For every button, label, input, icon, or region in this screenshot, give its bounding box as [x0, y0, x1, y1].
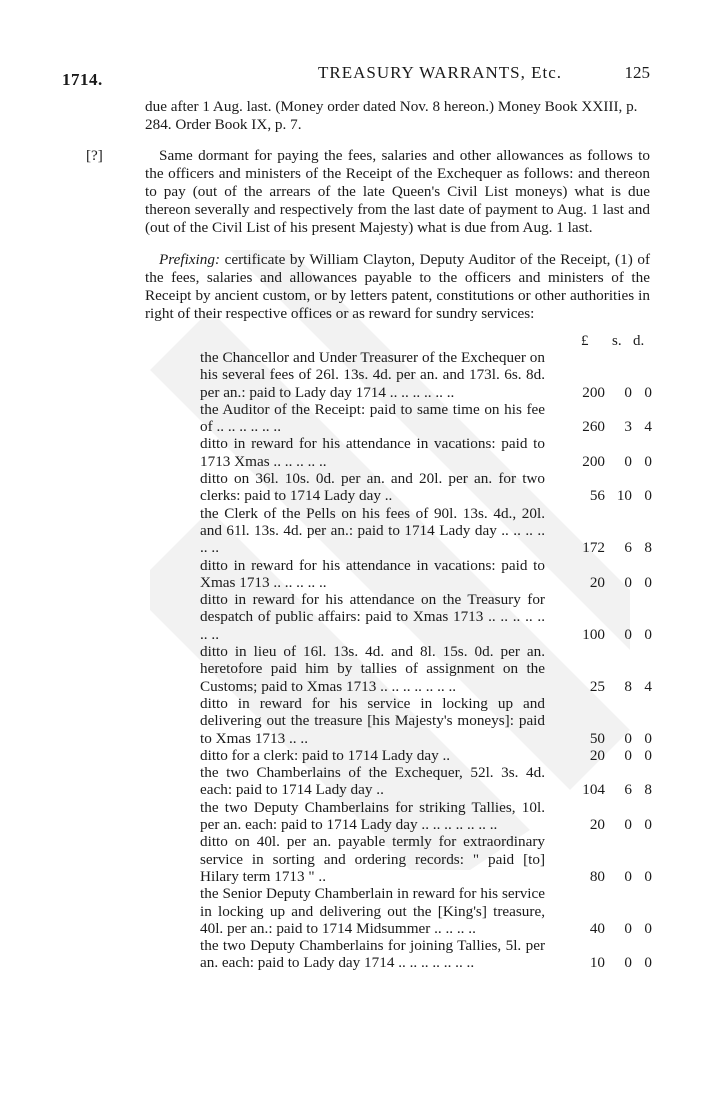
- shillings-header: s.: [612, 333, 622, 349]
- pence-value: 4: [644, 677, 652, 695]
- item-description: ditto on 36l. 10s. 0d. per an. and 20l. per an. for two clerks: paid to 1714 Lady day ..: [200, 470, 545, 505]
- margin-mark: [?]: [86, 147, 103, 164]
- item-amount: [545, 816, 660, 833]
- pence-value: 0: [644, 573, 652, 591]
- running-header: [140, 63, 650, 85]
- shillings-value: 0: [624, 452, 632, 470]
- item-amount: [545, 626, 660, 643]
- item-description: ditto for a clerk: paid to 1714 Lady day ..: [200, 746, 451, 764]
- pounds-value: 40: [589, 919, 605, 937]
- shillings-value: 0: [624, 729, 632, 747]
- pence-value: 4: [644, 418, 652, 436]
- shillings-value: 0: [624, 954, 632, 972]
- pence-header: d.: [633, 333, 645, 349]
- item-amount: [545, 730, 660, 747]
- list-item: [200, 591, 660, 643]
- pounds-value: 80: [589, 867, 605, 885]
- pounds-value: 20: [589, 816, 605, 834]
- pence-value: 0: [644, 954, 652, 972]
- shillings-value: 0: [624, 573, 632, 591]
- item-amount: [545, 539, 660, 556]
- list-item: [200, 747, 660, 764]
- shillings-value: 0: [624, 383, 632, 401]
- pounds-value: 100: [582, 625, 605, 643]
- pounds-value: 200: [582, 383, 605, 401]
- list-item: [200, 799, 660, 834]
- shillings-value: 8: [624, 677, 632, 695]
- item-amount: [545, 781, 660, 798]
- pounds-value: 172: [582, 539, 605, 557]
- item-amount: [545, 747, 660, 764]
- pounds-value: 10: [589, 954, 605, 972]
- item-description: ditto in reward for his attendance on the Treasury for despatch of public affairs: paid to Xmas 1713 .. .. .. .. .. .. ..: [200, 591, 545, 643]
- pence-value: 0: [644, 746, 652, 764]
- shillings-value: 10: [616, 487, 632, 505]
- prefixing-lead: Prefixing:: [159, 251, 221, 268]
- list-item: [200, 885, 660, 937]
- shillings-value: 0: [624, 919, 632, 937]
- list-item: [200, 695, 660, 747]
- item-amount: [545, 453, 660, 470]
- item-description: the two Deputy Chamberlains for striking Tallies, 10l. per an. each: paid to 1714 Lady day .. .. .. .. .. .. ..: [200, 798, 545, 834]
- list-item: [200, 505, 660, 557]
- pounds-header: £: [581, 333, 589, 349]
- running-title: TREASURY WARRANTS, Etc.: [317, 63, 563, 82]
- pence-value: 0: [644, 383, 652, 401]
- page-number: 125: [624, 63, 650, 82]
- pence-value: 0: [644, 919, 652, 937]
- pounds-value: 56: [589, 487, 605, 505]
- list-item: [200, 349, 660, 401]
- shillings-value: 3: [624, 418, 632, 436]
- pence-value: 0: [644, 487, 652, 505]
- item-description: the two Deputy Chamberlains for joining Tallies, 5l. per an. each: paid to Lady day 1714 .. .. .. .. .. .. ..: [200, 937, 545, 972]
- list-item: [200, 435, 660, 470]
- pounds-value: 104: [582, 781, 605, 799]
- pence-value: 8: [644, 539, 652, 557]
- list-item: [200, 470, 660, 505]
- item-amount: [545, 574, 660, 591]
- item-description: ditto on 40l. per an. payable termly for extraordinary service in sorting and ordering records: " paid [to] Hilary term 1713 " ..: [200, 833, 545, 885]
- item-description: the Chancellor and Under Treasurer of the Exchequer on his several fees of 26l. 13s. 4d. per an. and 173l. 6s. 8d. per an.: paid to Lady day 1714 .. .. .. .. .. ..: [200, 349, 545, 401]
- list-item: [200, 764, 660, 799]
- list-item: [200, 937, 660, 972]
- warrant-paragraph: Same dormant for paying the fees, salaries and other allowances as follows to the officers and ministers of the Receipt of the Exchequer as follows: and thereon to pay (out of the arrears of the late Queen's Civil List moneys) what is due thereon severally and respectively from the last date of payment to Aug. 1 last and (out of the Civil List of his present Majesty) what is due from Aug. 1 last.: [145, 147, 650, 236]
- shillings-value: 0: [624, 816, 632, 834]
- pence-value: 0: [644, 452, 652, 470]
- pounds-value: 25: [589, 677, 605, 695]
- pence-value: 0: [644, 625, 652, 643]
- shillings-value: 0: [624, 746, 632, 764]
- list-item: [200, 557, 660, 592]
- list-item: [200, 833, 660, 885]
- item-description: ditto in reward for his attendance in vacations: paid to Xmas 1713 .. .. .. .. ..: [200, 556, 545, 591]
- item-description: the Auditor of the Receipt: paid to same time on his fee of .. .. .. .. .. ..: [200, 400, 545, 436]
- year-label: 1714.: [62, 70, 103, 89]
- pence-value: 8: [644, 781, 652, 799]
- item-amount: [545, 678, 660, 695]
- shillings-value: 6: [624, 539, 632, 557]
- pounds-value: 260: [582, 418, 605, 436]
- item-description: the Senior Deputy Chamberlain in reward for his service in locking up and delivering out the [King's] treasure, 40l. per an.: paid to 1714 Midsummer .. .. .. ..: [200, 885, 545, 937]
- item-amount: [545, 487, 660, 504]
- item-amount: [545, 384, 660, 401]
- continuation-paragraph: [145, 98, 650, 134]
- item-description: the two Chamberlains of the Exchequer, 52l. 3s. 4d. each: paid to 1714 Lady day ..: [200, 764, 545, 799]
- shillings-value: 0: [624, 867, 632, 885]
- item-description: the Clerk of the Pells on his fees of 90l. 13s. 4d., 20l. and 61l. 13s. 4d. per an.: paid to 1714 Lady day .. .. .. .. .. ..: [200, 504, 545, 557]
- payment-list: [200, 349, 660, 972]
- pounds-value: 20: [589, 573, 605, 591]
- pounds-value: 20: [589, 746, 605, 764]
- item-description: ditto in lieu of 16l. 13s. 4d. and 8l. 15s. 0d. per an. heretofore paid him by tallies of assignment on the Customs; paid to Xmas 1713 .. .. .. .. .. .. ..: [200, 643, 545, 695]
- item-amount: [545, 920, 660, 937]
- pounds-value: 50: [589, 729, 605, 747]
- prefixing-text: certificate by William Clayton, Deputy Auditor of the Receipt, (1) of the fees, salaries and allowances payable to the officers and ministers of the Receipt by ancient custom, or by letters patent, constitutions or other authorities in right of their respective offices or as reward for sundry services:: [145, 251, 650, 322]
- pence-value: 0: [644, 867, 652, 885]
- shillings-value: 0: [624, 625, 632, 643]
- pounds-value: 200: [582, 452, 605, 470]
- list-item: [200, 401, 660, 436]
- pence-value: 0: [644, 729, 652, 747]
- paragraph-text: due after 1 Aug. last. (Money order dated Nov. 8 hereon.) Money Book XXIII, p. 284. Order Book IX, p. 7.: [145, 98, 638, 133]
- list-item: [200, 643, 660, 695]
- item-description: ditto in reward for his service in locking up and delivering out the treasure [his Majesty's moneys]: paid to Xmas 1713 .. ..: [200, 694, 545, 747]
- prefixing-paragraph: [145, 251, 650, 323]
- shillings-value: 6: [624, 781, 632, 799]
- item-amount: [545, 868, 660, 885]
- item-description: ditto in reward for his attendance in vacations: paid to 1713 Xmas .. .. .. .. ..: [200, 435, 545, 470]
- item-amount: [545, 954, 660, 971]
- pence-value: 0: [644, 816, 652, 834]
- item-amount: [545, 418, 660, 435]
